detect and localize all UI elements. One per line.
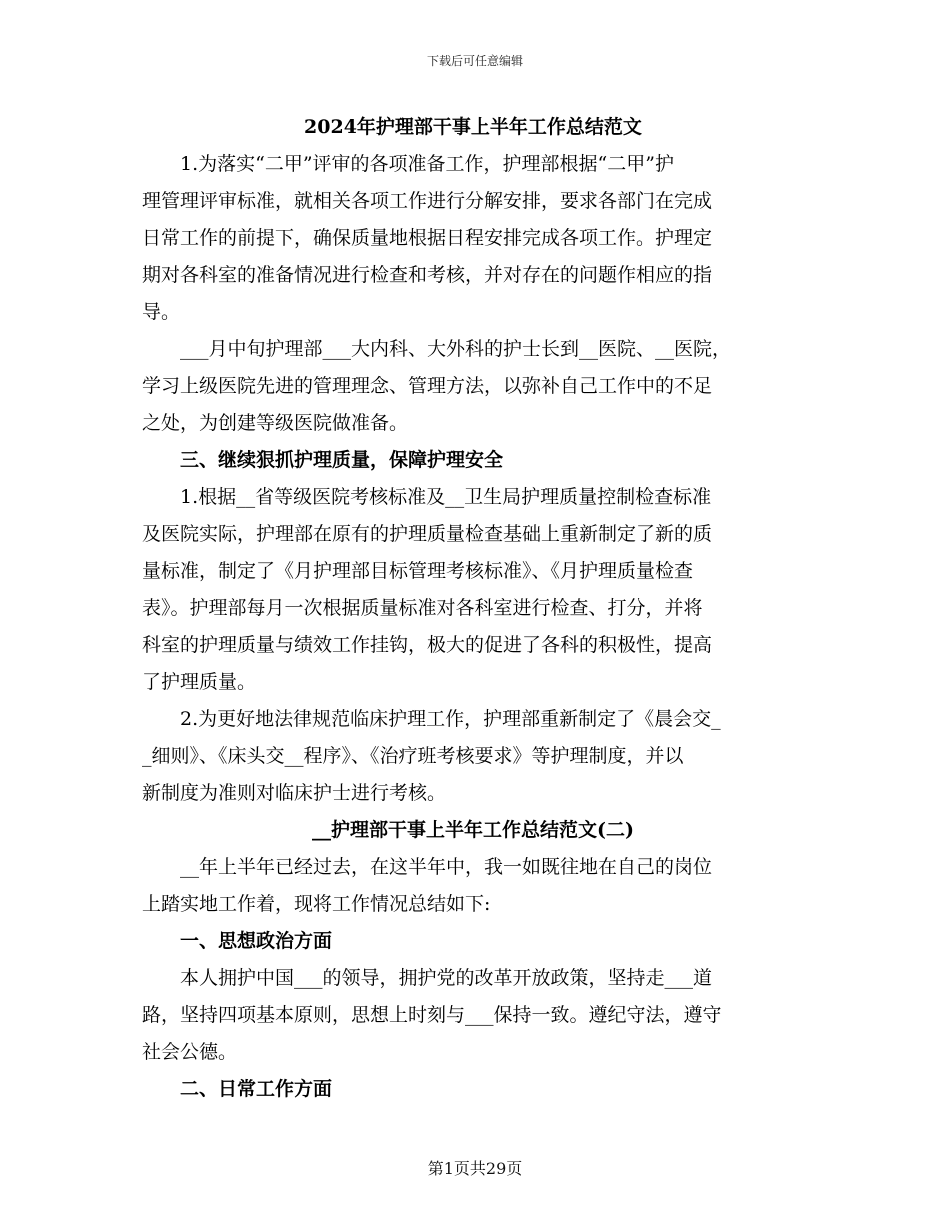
text-line: 社会公德。 (142, 1041, 238, 1063)
paragraph-3 (142, 482, 804, 704)
text-line: 上踏实地工作着，现将工作情况总结如下: (142, 893, 491, 915)
document-title-2: __护理部干事上半年工作总结范文(二) (312, 819, 634, 841)
text-line: 期对各科室的准备情况进行检查和考核，并对存在的问题作相应的指 (142, 264, 713, 286)
text-line: 了护理质量。 (142, 671, 257, 693)
text-line: 导。 (142, 301, 181, 323)
text-line: 日常工作的前提下，确保质量地根据日程安排完成各项工作。护理定 (142, 227, 713, 249)
text-line: 新制度为准则对临床护士进行考核。 (142, 782, 447, 804)
text-line: 及医院实际，护理部在原有的护理质量检查基础上重新制定了新的质 (142, 523, 713, 545)
paragraph-4 (142, 704, 804, 815)
text-line: 科室的护理质量与绩效工作挂钩，极大的促进了各科的积极性，提高 (142, 634, 713, 656)
document-title: 2024年护理部干事上半年工作总结范文 (304, 116, 642, 138)
text-line: 之处，为创建等级医院做准备。 (142, 412, 409, 434)
section-heading-3: 三、继续狠抓护理质量，保障护理安全 (180, 449, 504, 471)
header-note: 下载后可任意编辑 (426, 54, 523, 68)
text-line: 1.为落实“二甲”评审的各项准备工作，护理部根据“二甲”护 (180, 153, 674, 175)
text-line: ___月中旬护理部___大内科、大外科的护士长到__医院、__医院， (180, 338, 732, 360)
text-line: 量标准，制定了《月护理部目标管理考核标准》、《月护理质量检查 (142, 560, 694, 582)
paragraph-1 (142, 149, 804, 334)
paragraph-6 (142, 963, 804, 1074)
text-line: 理管理评审标准，就相关各项工作进行分解安排，要求各部门在完成 (142, 190, 713, 212)
text-line: 表》。护理部每月一次根据质量标准对各科室进行检查、打分，并将 (142, 597, 703, 619)
text-line: 1.根据__省等级医院考核标准及__卫生局护理质量控制检查标准 (180, 486, 712, 508)
text-line: _细则》、《床头交__程序》、《治疗班考核要求》等护理制度，并以 (142, 745, 684, 767)
text-line: 路，坚持四项基本原则，思想上时刻与___保持一致。遵纪守法，遵守 (142, 1004, 722, 1026)
text-line: 2.为更好地法律规范临床护理工作，护理部重新制定了《晨会交_ (180, 708, 721, 730)
text-line: __年上半年已经过去，在这半年中，我一如既往地在自己的岗位 (180, 856, 713, 878)
paragraph-5 (142, 852, 804, 926)
section-heading-b: 二、日常工作方面 (180, 1078, 333, 1100)
text-line: 学习上级医院先进的管理理念、管理方法，以弥补自己工作中的不足 (142, 375, 713, 397)
paragraph-2 (142, 334, 804, 445)
page-number: 第1页共29页 (427, 1159, 523, 1178)
document-body (142, 112, 804, 1111)
text-line: 本人拥护中国___的领导，拥护党的改革开放政策，坚持走___道 (180, 967, 713, 989)
section-heading-a: 一、思想政治方面 (180, 930, 333, 952)
